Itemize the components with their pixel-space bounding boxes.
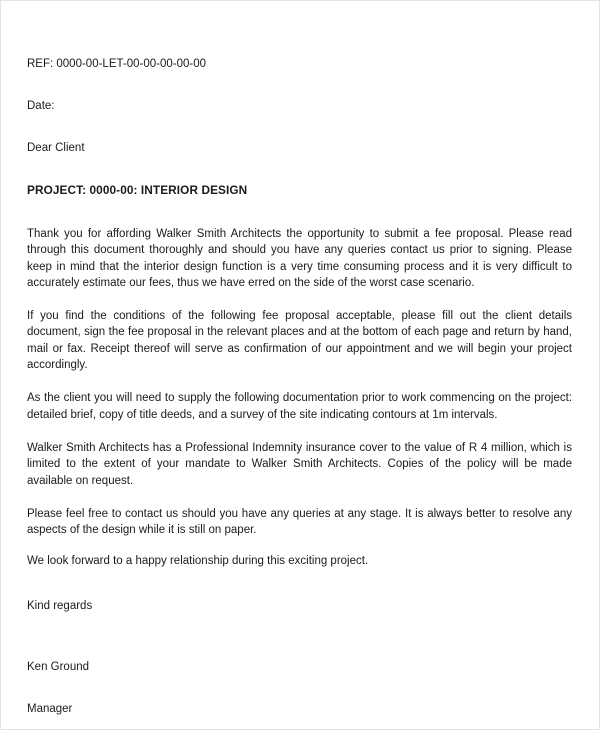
project-heading: PROJECT: 0000-00: INTERIOR DESIGN [27, 183, 248, 197]
body-paragraph-2: If you find the conditions of the following fee proposal acceptable, please fill out the client details document, sign the fee proposal in the relevant places and at the bottom of each page and return by hand, mail or fax. Receipt thereof will serve as confirmation of our appointment and we will begin your project accordingly. [27, 310, 572, 372]
body-paragraph-4: Walker Smith Architects has a Professional Indemnity insurance cover to the value of R 4 million, which is limited to the extent of your mandate to Walker Smith Architects. Copies of the policy will be made available on request. [27, 441, 572, 487]
letter-content [27, 57, 572, 716]
body-paragraph-1: Thank you for affording Walker Smith Architects the opportunity to submit a fee proposal. Please read through this document thoroughly and should you have any queries contact us prior to signing. Please keep in mind that the interior design function is a very time consuming process and it is very difficult to accurately estimate our fees, thus we have erred on the side of the worst case scenario. [27, 228, 572, 289]
spacer-after-paragraph-1 [27, 291, 572, 308]
body-paragraph-6: We look forward to a happy relationship during this exciting project. [27, 555, 369, 568]
spacer-after-paragraph-3 [27, 423, 572, 440]
spacer-after-paragraph-5 [27, 538, 572, 554]
spacer-after-reference [27, 71, 572, 99]
signatory-title: Manager [27, 703, 73, 716]
spacer-after-paragraph-2 [27, 373, 572, 390]
spacer-after-salutation [27, 155, 572, 183]
spacer-after-name [27, 674, 572, 702]
spacer-before-closing [27, 568, 572, 599]
date-line: Date: [27, 100, 55, 112]
signatory-name: Ken Ground [27, 661, 90, 674]
body-paragraph-5: Please feel free to contact us should you have any queries at any stage. It is always better to resolve any aspects of the design while it is still on paper. [27, 507, 572, 537]
reference-line: REF: 0000-00-LET-00-00-00-00-00 [27, 58, 206, 70]
body-paragraph-3: As the client you will need to supply the following documentation prior to work commencing on the project: detailed brief, copy of title deeds, and a survey of the site indicating contours at 1m intervals. [27, 392, 572, 421]
spacer-after-heading [27, 197, 572, 226]
spacer-after-paragraph-4 [27, 489, 572, 506]
signature-space [27, 613, 572, 660]
closing-line: Kind regards [27, 600, 93, 613]
spacer-after-date [27, 113, 572, 141]
salutation-line: Dear Client [27, 142, 85, 154]
